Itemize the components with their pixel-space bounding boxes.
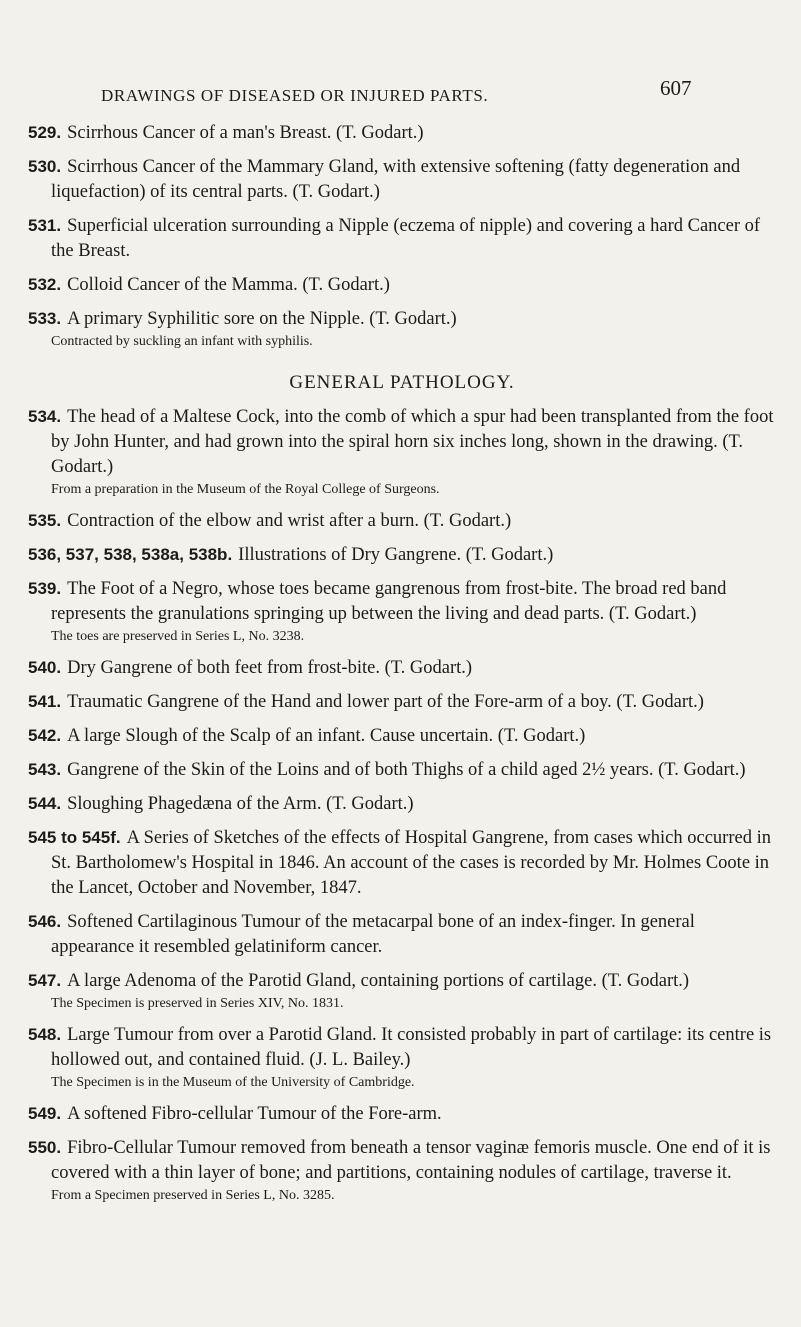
catalogue-entry [28,542,776,576]
entry-text-line [28,1022,776,1073]
entry-text-line [28,306,776,332]
entry-number: 545 to 545f. [28,828,121,847]
catalogue-entry [28,968,776,1022]
entry-text-line [28,1135,776,1186]
catalogue-entry [28,306,776,360]
catalogue-entry [28,1135,776,1214]
entry-description: A primary Syphilitic sore on the Nipple. (T. Godart.) [67,309,457,329]
entry-description: Dry Gangrene of both feet from frost-bite. (T. Godart.) [67,658,473,678]
entry-note: From a Specimen preserved in Series L, No. 3285. [51,1188,335,1203]
entry-description: Large Tumour from over a Parotid Gland. It consisted probably in part of cartilage: its centre is hollowed out, and contained fluid. (J. L. Bailey.) [51,1025,772,1070]
entry-text-line [28,757,776,783]
catalogue-entry [28,689,776,723]
catalogue-entry [28,909,776,968]
page-content [28,120,776,1214]
entry-description: A large Adenoma of the Parotid Gland, containing portions of cartilage. (T. Godart.) [67,971,690,991]
entry-description: Superficial ulceration surrounding a Nipple (eczema of nipple) and covering a hard Cancer of the Breast. [51,216,761,261]
catalogue-entry [28,404,776,508]
entry-number: 542. [28,726,62,745]
entry-text-line [28,968,776,994]
entry-description: A softened Fibro-cellular Tumour of the Fore-arm. [67,1104,442,1124]
running-head: DRAWINGS OF DISEASED OR INJURED PARTS. [101,86,489,105]
entry-number: 531. [28,216,62,235]
entry-description: Gangrene of the Skin of the Loins and of both Thighs of a child aged 2½ years. (T. Godart.) [67,760,746,780]
catalogue-entry [28,154,776,213]
entry-note: From a preparation in the Museum of the Royal College of Surgeons. [51,482,440,497]
entry-text-line [28,1101,776,1127]
catalogue-entry [28,272,776,306]
entry-description: Illustrations of Dry Gangrene. (T. Godart.) [238,545,554,565]
entry-text-line [28,213,776,264]
catalogue-entry [28,791,776,825]
entry-text-line [28,154,776,205]
entry-text-line [28,655,776,681]
entry-number: 529. [28,123,62,142]
section-heading: GENERAL PATHOLOGY. [289,372,515,393]
entry-text-line [28,508,776,534]
entry-note: The toes are preserved in Series L, No. 3238. [51,629,305,644]
entry-number: 543. [28,760,62,779]
entry-description: The Foot of a Negro, whose toes became gangrenous from frost-bite. The broad red band represents the granulations springing up between the living and dead parts. (T. Godart.) [51,579,727,624]
entry-text-line [28,825,776,901]
catalogue-entry [28,120,776,154]
catalogue-entry [28,757,776,791]
catalogue-entry [28,723,776,757]
entry-list-after [28,404,776,1214]
entry-description: A Series of Sketches of the effects of Hospital Gangrene, from cases which occurred in St. Bartholomew's Hospital in 1846. An account of the cases is recorded by Mr. Holmes Coote in the Lancet, October and November, 1847. [51,828,771,898]
entry-number: 533. [28,309,62,328]
catalogue-entry [28,1101,776,1135]
entry-description: Colloid Cancer of the Mamma. (T. Godart.) [67,275,390,295]
entry-description: A large Slough of the Scalp of an infant. Cause uncertain. (T. Godart.) [67,726,586,746]
entry-number: 548. [28,1025,62,1044]
entry-number: 544. [28,794,62,813]
entry-text-line [28,120,776,146]
entry-text-line [28,689,776,715]
entry-number: 547. [28,971,62,990]
catalogue-entry [28,576,776,655]
catalogue-entry [28,213,776,272]
entry-note: The Specimen is preserved in Series XIV, No. 1831. [51,996,344,1011]
catalogue-entry [28,1022,776,1101]
catalogue-entry [28,655,776,689]
entry-text-line [28,542,776,568]
entry-note: The Specimen is in the Museum of the University of Cambridge. [51,1075,415,1090]
entry-text-line [28,909,776,960]
entry-description: Contraction of the elbow and wrist after a burn. (T. Godart.) [67,511,512,531]
catalogue-entry [28,825,776,909]
entry-number: 535. [28,511,62,530]
entry-number: 540. [28,658,62,677]
entry-text-line [28,576,776,627]
entry-number: 546. [28,912,62,931]
entry-description: Scirrhous Cancer of the Mammary Gland, with extensive softening (fatty degeneration and liquefaction) of its central parts. (T. Godart.) [51,157,741,202]
entry-text-line [28,404,776,480]
entry-text-line [28,791,776,817]
entry-description: Traumatic Gangrene of the Hand and lower part of the Fore-arm of a boy. (T. Godart.) [67,692,704,712]
page-number: 607 [660,76,692,100]
entry-list-before [28,120,776,360]
entry-number: 534. [28,407,62,426]
entry-number: 539. [28,579,62,598]
entry-number: 549. [28,1104,62,1123]
entry-description: Softened Cartilaginous Tumour of the metacarpal bone of an index-finger. In general appearance it resembled gelatiniform cancer. [51,912,695,957]
entry-description: The head of a Maltese Cock, into the comb of which a spur had been transplanted from the foot by John Hunter, and had grown into the spiral horn six inches long, shown in the drawing. (T. Godart.) [51,407,774,477]
entry-note: Contracted by suckling an infant with syphilis. [51,334,313,349]
entry-text-line [28,272,776,298]
entry-number: 550. [28,1138,62,1157]
entry-description: Scirrhous Cancer of a man's Breast. (T. Godart.) [67,123,424,143]
entry-number: 530. [28,157,62,176]
entry-description: Fibro-Cellular Tumour removed from beneath a tensor vaginæ femoris muscle. One end of it is covered with a thin layer of bone; and partitions, containing nodules of cartilage, traverse it. [51,1138,771,1183]
entry-number: 532. [28,275,62,294]
entry-number: 541. [28,692,62,711]
entry-number: 536, 537, 538, 538a, 538b. [28,545,233,564]
entry-text-line [28,723,776,749]
entry-description: Sloughing Phagedæna of the Arm. (T. Godart.) [67,794,414,814]
catalogue-entry [28,508,776,542]
